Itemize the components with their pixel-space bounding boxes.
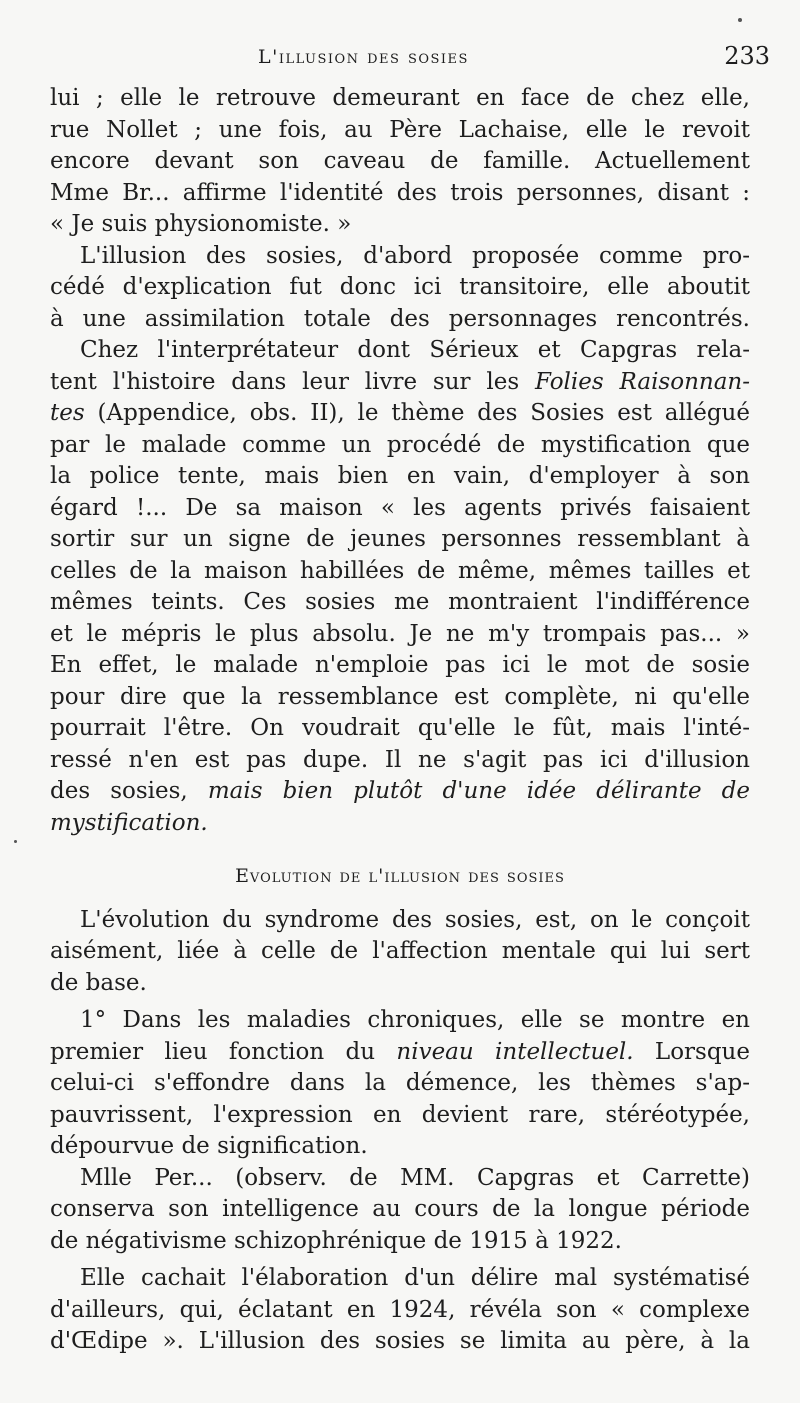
text-line: celles de la maison habillées de même, mêmes tailles et — [50, 557, 750, 584]
paragraph — [50, 83, 750, 241]
text-line: ressé n'en est pas dupe. Il ne s'agit pas ici d'illusion — [50, 746, 750, 773]
text-line: aisément, liée à celle de l'affection mentale qui lui sert — [50, 938, 750, 964]
paragraph — [50, 1263, 750, 1358]
text-line: mêmes teints. Ces sosies me montraient l'indifférence — [50, 589, 750, 615]
text-line: d'ailleurs, qui, éclatant en 1924, révéla son « complexe — [50, 1296, 750, 1323]
text-line: Mme Br... affirme l'identité des trois personnes, disant : — [50, 179, 750, 206]
text-line: pourrait l'être. On voudrait qu'elle le fût, mais l'inté- — [50, 715, 750, 741]
text-line: conserva son intelligence au cours de la longue période — [50, 1196, 750, 1222]
text-line: En effet, le malade n'emploie pas ici le mot de sosie — [50, 652, 750, 678]
text-line: Mlle Per... (observ. de MM. Capgras et Carrette) — [80, 1164, 750, 1191]
paragraph — [50, 241, 750, 336]
text-line: tent l'histoire dans leur livre sur les Folies Raisonnan- — [50, 368, 750, 395]
text-line: et le mépris le plus absolu. Je ne m'y trompais pas... » — [50, 620, 750, 647]
scan-speck — [14, 840, 17, 843]
text-line: L'évolution du syndrome des sosies, est, on le conçoit — [80, 906, 750, 933]
text-line: « Je suis physionomiste. » — [50, 211, 352, 237]
section-heading: Evolution de l'illusion des sosies — [235, 865, 565, 887]
text-line: rue Nollet ; une fois, au Père Lachaise, elle le revoit — [50, 116, 750, 143]
paragraph — [50, 335, 750, 839]
text-line: L'illusion des sosies, d'abord proposée comme pro- — [80, 242, 750, 269]
text-line: à une assimilation totale des personnages rencontrés. — [50, 305, 750, 332]
page-body — [50, 83, 750, 1358]
text-line: Chez l'interprétateur dont Sérieux et Capgras rela- — [80, 337, 750, 363]
scan-speck — [738, 18, 742, 22]
italic-phrase: niveau intellectuel. — [396, 1038, 634, 1065]
text-line: la police tente, mais bien en vain, d'employer à son — [50, 463, 750, 489]
text-line: Elle cachait l'élaboration d'un délire mal systématisé — [80, 1265, 750, 1291]
italic-phrase: Folies Raisonnan- — [535, 368, 750, 395]
text-line: pour dire que la ressemblance est complète, ni qu'elle — [50, 683, 750, 710]
paragraph — [50, 1163, 750, 1258]
paragraph — [50, 1005, 750, 1163]
text-line: 1° Dans les maladies chroniques, elle se montre en — [80, 1007, 750, 1033]
text-line: sortir sur un signe de jeunes personnes ressemblant à — [50, 526, 750, 552]
text-line: cédé d'explication fut donc ici transitoire, elle aboutit — [50, 274, 750, 300]
text-line: de base. — [50, 969, 147, 996]
italic-phrase: mais bien plutôt d'une idée délirante de — [207, 778, 751, 804]
text-line: par le malade comme un procédé de mystification que — [50, 431, 750, 458]
text-line: de négativisme schizophrénique de 1915 à 1922. — [50, 1227, 622, 1254]
text-line: encore devant son caveau de famille. Actuellement — [50, 148, 750, 174]
running-title: L'illusion des sosies — [258, 46, 469, 68]
italic-phrase: tes — [50, 400, 85, 426]
text-line: égard !... De sa maison « les agents privés faisaient — [50, 494, 750, 521]
text-line: dépourvue de signification. — [50, 1133, 368, 1159]
paragraph — [50, 905, 750, 1000]
page-header — [0, 40, 800, 76]
text-line: lui ; elle le retrouve demeurant en face de chez elle, — [50, 85, 750, 111]
text-line: des sosies, mais bien plutôt d'une idée délirante de — [50, 778, 751, 804]
text-line: celui-ci s'effondre dans la démence, les thèmes s'ap- — [50, 1070, 750, 1096]
page-number: 233 — [724, 42, 770, 70]
text-line: tes (Appendice, obs. II), le thème des Sosies est allégué — [50, 400, 750, 426]
text-line: mystification. — [50, 809, 208, 836]
text-line: pauvrissent, l'expression en devient rare, stéréotypée, — [50, 1101, 750, 1128]
text-line: d'Œdipe ». L'illusion des sosies se limita au père, à la — [50, 1328, 750, 1354]
text-line: premier lieu fonction du niveau intellectuel. Lorsque — [50, 1038, 750, 1065]
